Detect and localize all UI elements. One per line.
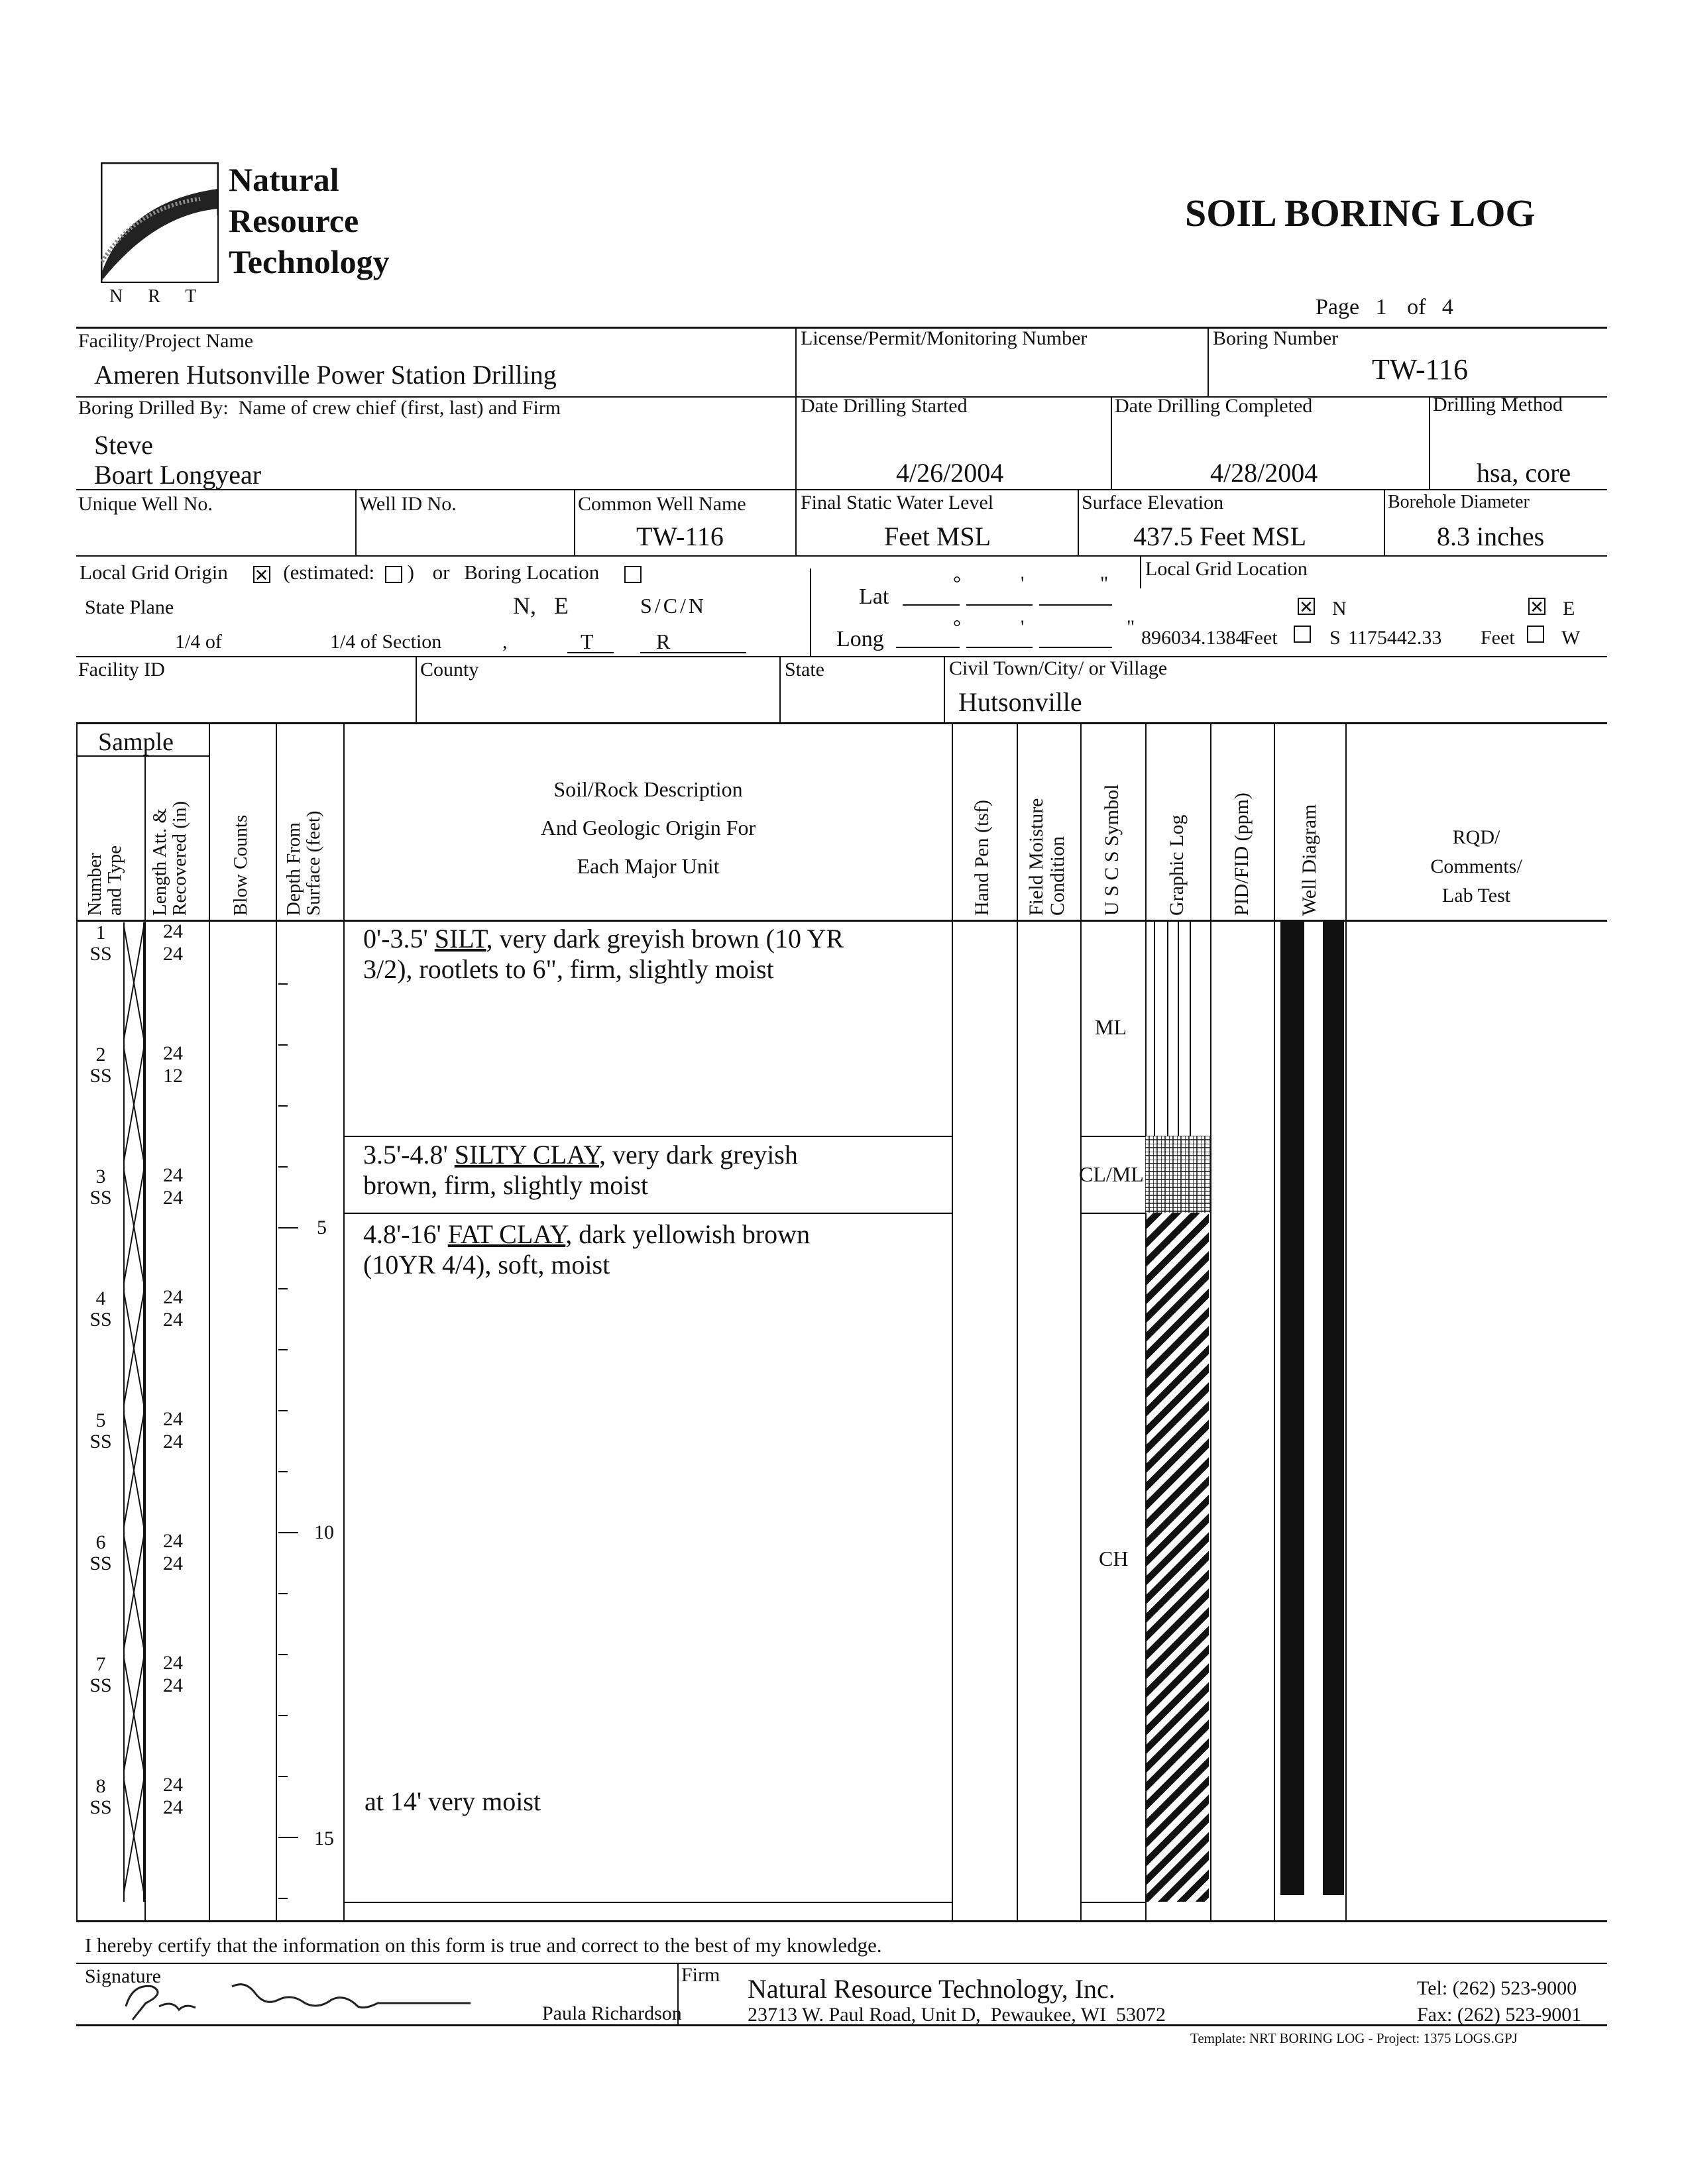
unit-1-name: SILT [434, 924, 486, 954]
north-coordinate: 896034.1384 [1141, 627, 1246, 649]
sample-3-number: 3 [95, 1166, 106, 1187]
rule [76, 722, 78, 1920]
close-paren: ) [407, 561, 414, 584]
sample-3-type: SS [89, 1187, 112, 1209]
rule [1208, 327, 1209, 397]
grid-origin-checkbox[interactable]: ✕ [253, 566, 270, 583]
date-started-label: Date Drilling Started [801, 395, 968, 417]
rqd-header-1: RQD/ [1452, 826, 1500, 848]
rule [795, 489, 797, 555]
sample-5-att: 24 [163, 1408, 183, 1430]
col-field-moisture: Field Moisture Condition [1025, 798, 1068, 916]
logo-graphic [101, 162, 219, 283]
rule [1080, 722, 1082, 1920]
sample-7-rec: 24 [163, 1674, 183, 1696]
sample-4-number: 4 [95, 1287, 106, 1309]
signature-image [113, 1973, 484, 2026]
civil-town-label: Civil Town/City/ or Village [949, 657, 1168, 679]
uscs-boundary [1080, 1213, 1145, 1214]
lat-label: Lat [859, 584, 889, 609]
unit-boundary [343, 1902, 952, 1903]
page-title: SOIL BORING LOG [1185, 191, 1536, 235]
sample-7-att: 24 [163, 1652, 183, 1674]
township-line [567, 652, 614, 653]
south-label: S [1329, 627, 1341, 649]
page-of: of [1407, 295, 1426, 319]
unit-2-description [363, 1140, 946, 1201]
well-id-label: Well ID No. [359, 493, 457, 515]
col-number-type: Number and Type [84, 845, 126, 916]
page-indicator [1316, 295, 1453, 320]
sample-2-att: 24 [163, 1042, 183, 1064]
unit-2-line2: brown, firm, slightly moist [363, 1170, 648, 1200]
quarter-of-label: 1/4 of [175, 631, 222, 653]
east-checkbox[interactable]: ✕ [1528, 598, 1546, 615]
lat-min-symbol: ' [1021, 573, 1025, 594]
unit-3-range: 4.8'-16' [363, 1219, 441, 1249]
sample-1-rec: 24 [163, 943, 183, 965]
unit-1-range: 0'-3.5' [363, 924, 428, 954]
sample-3-att: 24 [163, 1164, 183, 1186]
boring-number-label: Boring Number [1213, 327, 1339, 349]
rule [795, 327, 797, 397]
static-water-label: Final Static Water Level [801, 492, 994, 514]
depth-tick-5 [278, 1227, 298, 1228]
boring-location-label: Boring Location [464, 561, 600, 584]
uscs-ml: ML [1095, 1015, 1127, 1039]
firm-name: Natural Resource Technology, Inc. [748, 1974, 1115, 2004]
long-min-symbol: ' [1021, 616, 1025, 638]
uscs-boundary [1080, 1902, 1145, 1903]
sample-4-att: 24 [163, 1286, 183, 1308]
uscs-clml: CL/ML [1079, 1162, 1144, 1186]
sample-4-rec: 24 [163, 1309, 183, 1331]
sample-1-type: SS [89, 943, 112, 965]
unit-3-description [363, 1219, 946, 1280]
long-deg-line [896, 647, 960, 648]
grid-origin-row [80, 561, 642, 586]
desc-header-1: Soil/Rock Description [553, 777, 743, 801]
depth-tick-10 [278, 1532, 298, 1533]
depth-tick [278, 1776, 288, 1777]
surface-elevation-value: 437.5 Feet MSL [1133, 521, 1307, 551]
sampler-graphic [123, 922, 145, 1902]
col-pid: PID/FID (ppm) [1231, 792, 1253, 916]
rule [574, 489, 575, 555]
long-label: Long [836, 627, 884, 651]
signer-name: Paula Richardson [542, 2002, 682, 2024]
rule [1078, 489, 1079, 555]
depth-label-5: 5 [317, 1217, 327, 1238]
logo-line1: Natural [229, 161, 339, 198]
grid-origin-label: Local Grid Origin [80, 561, 228, 584]
sample-6-rec: 24 [163, 1553, 183, 1574]
depth-tick [278, 1105, 288, 1107]
common-well-label: Common Well Name [578, 493, 746, 515]
township-label: T [581, 629, 594, 653]
company-logo [101, 162, 219, 283]
sample-header: Sample [98, 728, 174, 756]
sample-5-rec: 24 [163, 1431, 183, 1452]
firm-address: 23713 W. Paul Road, Unit D, Pewaukee, WI 53072 [748, 2004, 1166, 2026]
firm-label: Firm [681, 1964, 720, 1986]
n-e-label: N, E [513, 592, 569, 619]
certification-text: I hereby certify that the information on this form is true and correct to the best of my knowledge. [85, 1934, 882, 1957]
col-rqd [1345, 823, 1607, 910]
depth-tick [278, 1166, 288, 1168]
feet-label-1: Feet [1243, 627, 1278, 649]
long-sec-symbol: " [1127, 616, 1135, 638]
long-sec-line [1039, 647, 1112, 648]
west-checkbox[interactable] [1527, 626, 1544, 643]
rule [1384, 489, 1385, 555]
rule [343, 722, 345, 1920]
rule [276, 722, 277, 1920]
sample-2-rec: 12 [163, 1065, 183, 1087]
col-hand-pen: Hand Pen (tsf) [971, 800, 993, 916]
rqd-header-2: Comments/ [1430, 855, 1522, 877]
lat-sec-line [1039, 604, 1112, 606]
unit-2-range: 3.5'-4.8' [363, 1140, 448, 1170]
col-description [345, 770, 952, 885]
col-depth: Depth From Surface (feet) [283, 810, 325, 916]
scn-label: S/C/N [640, 594, 707, 618]
unit-boundary [343, 1136, 952, 1137]
rule [209, 722, 210, 1920]
quarter-section-label: 1/4 of Section [330, 631, 442, 653]
sample-1-number: 1 [95, 922, 106, 944]
depth-tick [278, 1471, 288, 1472]
sample-7-type: SS [89, 1674, 112, 1696]
unit-2-name: SILTY CLAY [454, 1140, 599, 1170]
graphic-log [1145, 921, 1210, 1902]
well-casing-right [1323, 921, 1344, 1895]
depth-tick [278, 983, 288, 985]
boring-location-checkbox[interactable] [624, 566, 642, 583]
rule [76, 722, 1607, 724]
rule [1274, 722, 1275, 1920]
drilling-firm: Boart Longyear [94, 460, 262, 490]
logo-line2: Resource [229, 202, 359, 239]
uscs-ch: CH [1099, 1547, 1129, 1570]
north-label: N [1332, 598, 1347, 620]
rqd-header-3: Lab Test [1441, 885, 1511, 906]
crew-chief: Steve [94, 430, 153, 460]
depth-tick [278, 1593, 288, 1594]
page-total: 4 [1441, 295, 1453, 319]
depth-tick [278, 1715, 288, 1716]
rule [76, 656, 1607, 657]
west-label: W [1561, 627, 1581, 649]
desc-header-2: And Geologic Origin For [540, 816, 756, 840]
borehole-diameter-label: Borehole Diameter [1388, 492, 1530, 512]
drilling-method-label: Drilling Method [1433, 394, 1563, 415]
sample-8-att: 24 [163, 1774, 183, 1796]
rule [1210, 722, 1211, 1920]
county-label: County [420, 659, 479, 681]
firm-fax: Fax: (262) 523-9001 [1417, 2004, 1582, 2026]
sample-3-rec: 24 [163, 1187, 183, 1209]
logo-line3: Technology [229, 243, 390, 280]
sample-2-number: 2 [95, 1044, 106, 1065]
template-note: Template: NRT BORING LOG - Project: 1375 LOGS.GPJ [1190, 2030, 1518, 2046]
unique-well-label: Unique Well No. [78, 493, 213, 515]
long-min-line [966, 647, 1033, 648]
desc-header-3: Each Major Unit [577, 854, 720, 878]
sample-8-type: SS [89, 1796, 112, 1818]
depth-tick [278, 1288, 288, 1289]
well-casing-left [1280, 921, 1304, 1895]
or-label: or [432, 561, 450, 584]
col-blow-counts: Blow Counts [230, 814, 251, 916]
rule [779, 656, 781, 722]
uscs-boundary [1080, 1136, 1145, 1137]
rule [355, 489, 357, 555]
col-well-diagram: Well Diagram [1298, 804, 1320, 916]
depth-tick [278, 1410, 288, 1411]
borehole-diameter-value: 8.3 inches [1437, 521, 1545, 551]
date-started-value: 4/26/2004 [896, 458, 1004, 488]
sample-5-type: SS [89, 1431, 112, 1452]
state-label: State [785, 659, 824, 681]
depth-label-10: 10 [314, 1521, 334, 1543]
sample-8-number: 8 [95, 1775, 106, 1797]
static-water-value: Feet MSL [884, 521, 991, 551]
local-grid-label: Local Grid Location [1145, 558, 1308, 580]
unit-1-description [363, 924, 946, 985]
logo-text [229, 159, 390, 282]
sample-7-number: 7 [95, 1653, 106, 1675]
unit-2-rest: , very dark greyish [598, 1140, 798, 1170]
sample-6-number: 6 [95, 1531, 106, 1553]
north-checkbox[interactable]: ✕ [1298, 598, 1315, 615]
rule [76, 1963, 1607, 1964]
logo-initials: N R T [109, 286, 202, 307]
depth-tick [278, 1349, 288, 1350]
boring-number-value: TW-116 [1372, 353, 1468, 386]
sample-6-type: SS [89, 1553, 112, 1574]
unit-3-name: FAT CLAY [447, 1219, 566, 1249]
facility-label: Facility/Project Name [78, 330, 254, 352]
sample-2-type: SS [89, 1065, 112, 1087]
rule [76, 920, 1607, 922]
date-completed-label: Date Drilling Completed [1115, 395, 1313, 417]
state-plane-label: State Plane [85, 596, 174, 618]
common-well-value: TW-116 [636, 521, 724, 551]
rule [1111, 396, 1112, 489]
unit-1-rest: , very dark greyish brown (10 YR [486, 924, 844, 954]
estimated-checkbox[interactable] [385, 566, 402, 583]
estimated-label: (estimated: [283, 561, 375, 584]
firm-tel: Tel: (262) 523-9000 [1417, 1977, 1577, 1999]
facility-id-label: Facility ID [78, 659, 165, 681]
lat-min-line [966, 604, 1033, 606]
facility-value: Ameren Hutsonville Power Station Drilling [94, 360, 557, 390]
long-deg-symbol: ° [953, 616, 961, 638]
rule [944, 656, 945, 722]
drilling-method-value: hsa, core [1477, 458, 1571, 488]
page-number: 1 [1375, 295, 1387, 319]
sample-4-type: SS [89, 1309, 112, 1331]
sample-1-att: 24 [163, 920, 183, 942]
col-graphic-log: Graphic Log [1166, 814, 1188, 916]
east-label: E [1563, 598, 1575, 620]
unit-boundary [343, 1213, 952, 1214]
lat-deg-line [903, 604, 960, 606]
col-length: Length Att. & Recovered (in) [149, 800, 191, 916]
range-line [640, 652, 746, 653]
rule [76, 1920, 1607, 1922]
page-label: Page [1316, 295, 1360, 319]
drilled-by-label: Boring Drilled By: Name of crew chief (first, last) and Firm [78, 397, 561, 419]
depth-tick [278, 1898, 288, 1899]
rule [76, 489, 1607, 490]
signature-label: Signature [85, 1965, 161, 1987]
rule [795, 396, 797, 489]
license-label: License/Permit/Monitoring Number [801, 327, 1088, 349]
depth-label-15: 15 [314, 1828, 334, 1849]
rule [1017, 722, 1018, 1920]
range-label: R [656, 629, 671, 653]
rule [1429, 396, 1430, 489]
rule [416, 656, 417, 722]
date-completed-value: 4/28/2004 [1210, 458, 1318, 488]
surface-elevation-label: Surface Elevation [1082, 492, 1224, 514]
depth-tick-15 [278, 1837, 298, 1838]
sample-6-att: 24 [163, 1530, 183, 1552]
civil-town-value: Hutsonville [958, 687, 1082, 717]
rule [1140, 555, 1141, 588]
feet-label-2: Feet [1481, 627, 1515, 649]
lat-sec-symbol: " [1100, 573, 1109, 594]
south-checkbox[interactable] [1294, 626, 1311, 643]
rule [952, 722, 953, 1920]
lat-deg-symbol: ° [953, 573, 961, 594]
depth-tick [278, 1044, 288, 1046]
depth-tick [278, 1654, 288, 1655]
col-uscs: U S C S Symbol [1101, 784, 1123, 916]
sample-5-number: 5 [95, 1409, 106, 1431]
unit-3-line2: (10YR 4/4), soft, moist [363, 1250, 610, 1280]
comma: , [502, 631, 508, 653]
sample-8-rec: 24 [163, 1796, 183, 1818]
rule [810, 569, 811, 656]
rule [76, 555, 1607, 557]
unit-3-note: at 14' very moist [365, 1786, 541, 1816]
unit-3-rest: , dark yellowish brown [565, 1219, 811, 1249]
east-coordinate: 1175442.33 [1348, 627, 1442, 649]
unit-1-line2: 3/2), rootlets to 6", firm, slightly moist [363, 954, 774, 984]
